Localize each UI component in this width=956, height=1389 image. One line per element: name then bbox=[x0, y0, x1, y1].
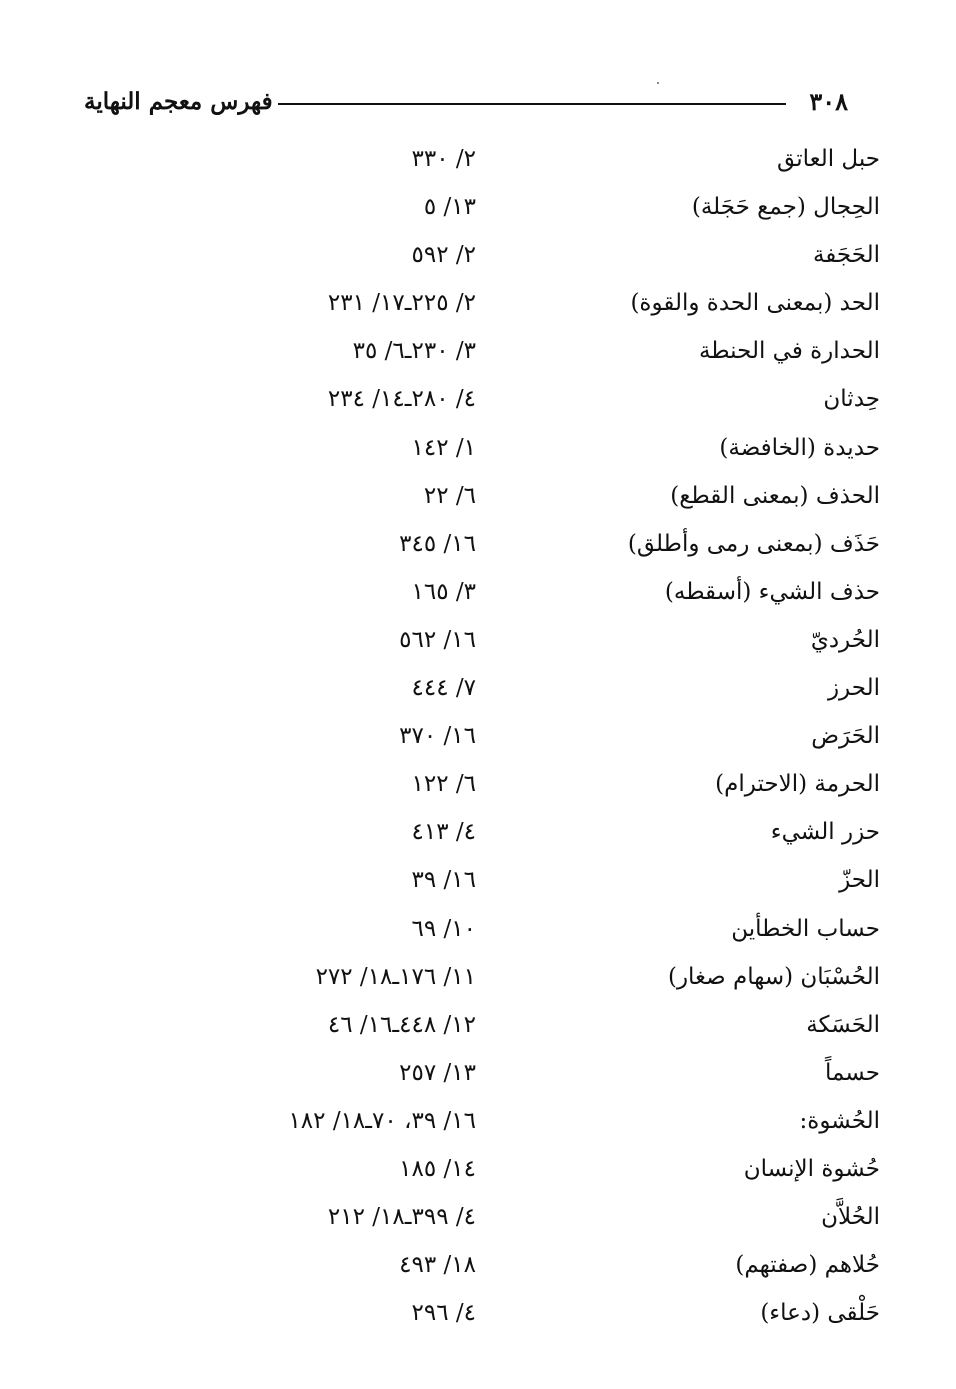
index-entry bbox=[0, 1101, 956, 1149]
index-entry bbox=[0, 524, 956, 572]
index-entry bbox=[0, 668, 956, 716]
entry-reference: ١٦/ ٣٧٠ bbox=[399, 723, 476, 750]
entry-reference: ١٦/ ٣٩ bbox=[411, 867, 476, 894]
entry-term: الحِجال (جمع حَجَلة) bbox=[691, 194, 880, 221]
entry-term: الحزّ bbox=[839, 867, 880, 894]
entry-term: حديدة (الخافضة) bbox=[719, 434, 880, 461]
header-rule bbox=[278, 103, 786, 105]
entry-term: الحُشوة: bbox=[799, 1107, 880, 1134]
entry-reference: ١٢/ ٤٤٨ـ١٦/ ٤٦ bbox=[327, 1011, 476, 1038]
page-header bbox=[84, 84, 848, 124]
entry-reference: ١٣/ ٢٥٧ bbox=[399, 1059, 476, 1086]
entry-reference: ١٦/ ٣٩، ٧٠ـ١٨/ ١٨٢ bbox=[288, 1107, 476, 1134]
entry-term: حُلاهم (صفتهم) bbox=[735, 1252, 880, 1279]
entry-reference: ١٤/ ١٨٥ bbox=[399, 1155, 476, 1182]
index-entry bbox=[0, 1005, 956, 1053]
running-title: فهرس معجم النهاية bbox=[84, 88, 273, 115]
entry-term: الحُسْبَان (سهام صغار) bbox=[667, 963, 880, 990]
index-entry bbox=[0, 1197, 956, 1245]
entry-reference: ٤/ ٤١٣ bbox=[411, 819, 476, 846]
index-entry bbox=[0, 139, 956, 187]
index-entry bbox=[0, 331, 956, 379]
entry-reference: ١١/ ١٧٦ـ١٨/ ٢٧٢ bbox=[315, 963, 476, 990]
entry-reference: ٢/ ٥٩٢ bbox=[411, 242, 476, 269]
entry-reference: ٢/ ٣٣٠ bbox=[411, 146, 476, 172]
entry-term: حَلْقى (دعاء) bbox=[760, 1300, 880, 1327]
entry-term: حَذَف (بمعنى رمى وأطلق) bbox=[627, 530, 880, 557]
entry-reference: ٤/ ٢٩٦ bbox=[411, 1300, 476, 1327]
entry-term: الحَسَكة bbox=[806, 1011, 880, 1038]
index-entry bbox=[0, 1245, 956, 1293]
entry-term: حذف الشيء (أسقطه) bbox=[664, 578, 880, 605]
index-entry bbox=[0, 620, 956, 668]
entry-reference: ١/ ١٤٢ bbox=[411, 434, 476, 461]
entry-reference: ٦/ ٢٢ bbox=[423, 482, 476, 509]
entry-term: حساب الخطأين bbox=[731, 915, 880, 942]
entry-reference: ٧/ ٤٤٤ bbox=[411, 675, 476, 702]
index-entry bbox=[0, 716, 956, 764]
index-entry bbox=[0, 572, 956, 620]
entry-term: الحذف (بمعنى القطع) bbox=[670, 482, 880, 509]
index-entry bbox=[0, 476, 956, 524]
entry-reference: ٤/ ٢٨٠ـ١٤/ ٢٣٤ bbox=[327, 386, 476, 413]
index-entry bbox=[0, 909, 956, 957]
entry-reference: ١٣/ ٥ bbox=[423, 194, 476, 221]
index-entry bbox=[0, 860, 956, 908]
entry-term: الحرمة (الاحترام) bbox=[715, 771, 880, 798]
page-number: ٣٠٨ bbox=[809, 87, 848, 116]
index-entry bbox=[0, 1149, 956, 1197]
entry-term: حُشوة الإنسان bbox=[743, 1155, 880, 1182]
index-entry bbox=[0, 379, 956, 427]
index-entries bbox=[0, 139, 956, 1341]
entry-term: الحرز bbox=[827, 675, 880, 702]
entry-term: الحدارة في الحنطة bbox=[698, 338, 880, 365]
entry-term: حسماً bbox=[824, 1059, 880, 1086]
entry-term: حِدثان bbox=[823, 386, 880, 413]
index-entry bbox=[0, 1053, 956, 1101]
index-entry bbox=[0, 283, 956, 331]
entry-reference: ٦/ ١٢٢ bbox=[411, 771, 476, 798]
entry-reference: ٣/ ٢٣٠ـ٦/ ٣٥ bbox=[352, 338, 476, 365]
index-entry bbox=[0, 1293, 956, 1341]
index-entry bbox=[0, 235, 956, 283]
entry-term: الحُلاَّن bbox=[821, 1204, 880, 1231]
entry-reference: ١٨/ ٤٩٣ bbox=[399, 1252, 476, 1279]
index-entry bbox=[0, 187, 956, 235]
entry-reference: ٢/ ٢٢٥ـ١٧/ ٢٣١ bbox=[327, 290, 476, 317]
entry-term: حزر الشيء bbox=[770, 819, 880, 846]
index-entry bbox=[0, 957, 956, 1005]
entry-term: الحَجَفة bbox=[812, 242, 880, 269]
entry-reference: ١٦/ ٥٦٢ bbox=[399, 626, 476, 653]
entry-term: حبل العاتق bbox=[777, 146, 880, 172]
index-entry bbox=[0, 428, 956, 476]
index-entry bbox=[0, 812, 956, 860]
entry-reference: ١٦/ ٣٤٥ bbox=[399, 530, 476, 557]
entry-reference: ١٠/ ٦٩ bbox=[411, 915, 476, 942]
entry-reference: ٤/ ٣٩٩ـ١٨/ ٢١٢ bbox=[327, 1204, 476, 1231]
entry-term: الحَرَض bbox=[811, 723, 880, 750]
entry-term: الحد (بمعنى الحدة والقوة) bbox=[630, 290, 880, 317]
index-entry bbox=[0, 764, 956, 812]
entry-term: الحُرديّ bbox=[810, 626, 880, 653]
entry-reference: ٣/ ١٦٥ bbox=[411, 578, 476, 605]
